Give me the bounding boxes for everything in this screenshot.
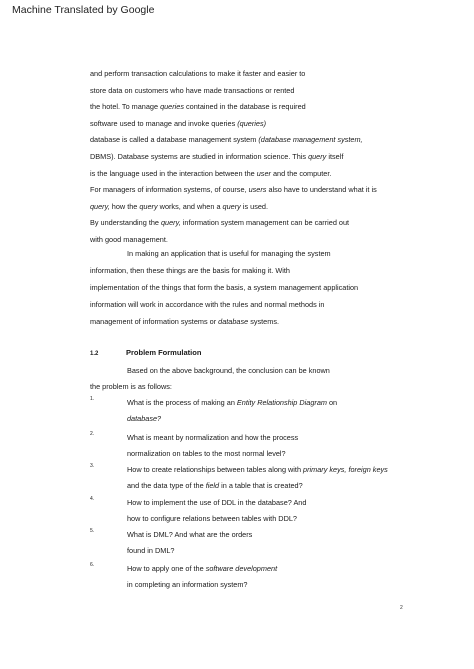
text-line — [90, 280, 358, 297]
text-run: also have to understand what it is — [266, 185, 377, 195]
text-run: in completing an information system? — [127, 580, 248, 589]
text-line — [127, 246, 331, 263]
text-run: itself — [326, 152, 344, 161]
list-item-line — [127, 498, 306, 507]
list-item-line — [127, 465, 388, 474]
text-line — [90, 116, 266, 133]
text-run: What is meant by normalization and how the process — [127, 433, 299, 442]
text-run: Based on the above background, the conclusion can be known — [127, 366, 330, 375]
text-run: What is DML? And what are the orders — [127, 530, 253, 539]
list-item-line — [127, 514, 297, 523]
list-item-number: 4. — [90, 496, 95, 502]
text-run: How to implement the use of DDL in the database? And — [127, 498, 307, 507]
text-line — [90, 263, 290, 280]
text-line — [90, 99, 306, 116]
text-line — [90, 314, 279, 331]
list-item-number: 2. — [90, 431, 95, 437]
text-line — [127, 363, 330, 380]
text-line — [90, 132, 363, 149]
section-title: Problem Formulation — [126, 348, 202, 357]
text-run: For managers of information systems, of course, — [90, 185, 249, 195]
section-number: 1.2 — [90, 351, 99, 357]
list-item-number: 6. — [90, 562, 95, 568]
text-run: the problem is as follows: — [90, 382, 172, 391]
text-run: How to create relationships between tables along with — [127, 465, 304, 474]
list-item-line — [127, 449, 286, 458]
text-run: information, then these things are the basis for making it. With — [90, 265, 290, 275]
text-run: in a table that is created? — [219, 481, 303, 490]
text-line — [90, 297, 324, 314]
text-run: DBMS). Database systems are studied in information science. This — [90, 152, 309, 161]
translation-banner: Machine Translated by Google — [12, 4, 155, 16]
italic-term: database — [218, 316, 249, 326]
list-item-line — [127, 580, 247, 589]
text-line — [90, 66, 305, 83]
text-run: the hotel. To manage — [90, 102, 161, 112]
italic-term: queries — [160, 102, 184, 112]
text-run: contained in the database is required — [184, 102, 306, 112]
italic-term: Entity Relationship Diagram — [236, 398, 327, 407]
page-number: 2 — [400, 605, 403, 611]
text-run: information system management can be carried out — [180, 218, 350, 228]
text-line — [90, 149, 343, 166]
text-run: normalization on tables to the most normal level? — [127, 449, 286, 458]
text-line — [90, 379, 172, 396]
italic-term: software development — [205, 564, 278, 573]
text-run: on — [326, 398, 338, 407]
text-run: found in DML? — [127, 546, 175, 555]
italic-term: query, — [90, 201, 110, 211]
text-run: systems. — [248, 316, 279, 326]
italic-term: users — [248, 185, 267, 195]
list-item-line — [127, 433, 298, 442]
italic-term: query — [308, 152, 327, 161]
text-run: management of information systems or — [90, 316, 219, 326]
text-run: how the — [109, 201, 140, 211]
text-run: store data on customers who have made transactions or rented — [90, 85, 295, 95]
italic-term: user — [256, 168, 271, 178]
text-run: is used. — [240, 201, 268, 211]
text-run: What is the process of making an — [127, 398, 237, 407]
list-item-line — [127, 481, 303, 490]
list-item-line — [127, 398, 337, 407]
list-item-number: 5. — [90, 528, 95, 534]
italic-term: query, — [161, 218, 181, 228]
section-heading — [90, 348, 201, 357]
italic-term: database? — [127, 414, 162, 423]
text-line — [90, 83, 294, 100]
italic-term: query — [139, 201, 158, 211]
italic-term: (database management system, — [258, 135, 363, 145]
text-run: and perform transaction calculations to make it faster and easier to — [90, 69, 306, 78]
text-run: and the computer. — [270, 168, 332, 178]
text-run: In making an application that is useful for managing the system — [127, 249, 331, 258]
text-run: software used to manage and invoke queries — [90, 118, 238, 128]
text-line — [90, 199, 268, 216]
list-item-number: 1. — [90, 396, 95, 402]
italic-term: query — [222, 201, 241, 211]
text-run: information will work in accordance with the rules and normal methods in — [90, 299, 325, 309]
text-run: works, and when a — [157, 201, 223, 211]
italic-term: (queries) — [237, 118, 267, 128]
text-run: and the data type of the — [127, 481, 206, 490]
list-item-line — [127, 530, 252, 539]
text-run: with good management. — [90, 235, 168, 244]
text-run: implementation of the things that form the basis, a system management application — [90, 282, 359, 292]
list-item-line — [127, 546, 174, 555]
text-run: By understanding the — [90, 218, 161, 228]
list-item-number: 3. — [90, 463, 95, 469]
text-run: How to apply one of the — [127, 564, 206, 573]
italic-term: primary keys, foreign keys — [303, 465, 388, 474]
list-item-line — [127, 564, 277, 573]
text-line — [90, 166, 331, 183]
list-item-line — [127, 414, 161, 423]
text-line — [90, 182, 377, 199]
italic-term: field — [205, 481, 220, 490]
text-line — [90, 215, 349, 232]
text-run: how to configure relations between tables with DDL? — [127, 514, 297, 523]
text-run: is the language used in the interaction between the — [90, 168, 257, 178]
text-run: database is called a database management system — [90, 135, 259, 145]
